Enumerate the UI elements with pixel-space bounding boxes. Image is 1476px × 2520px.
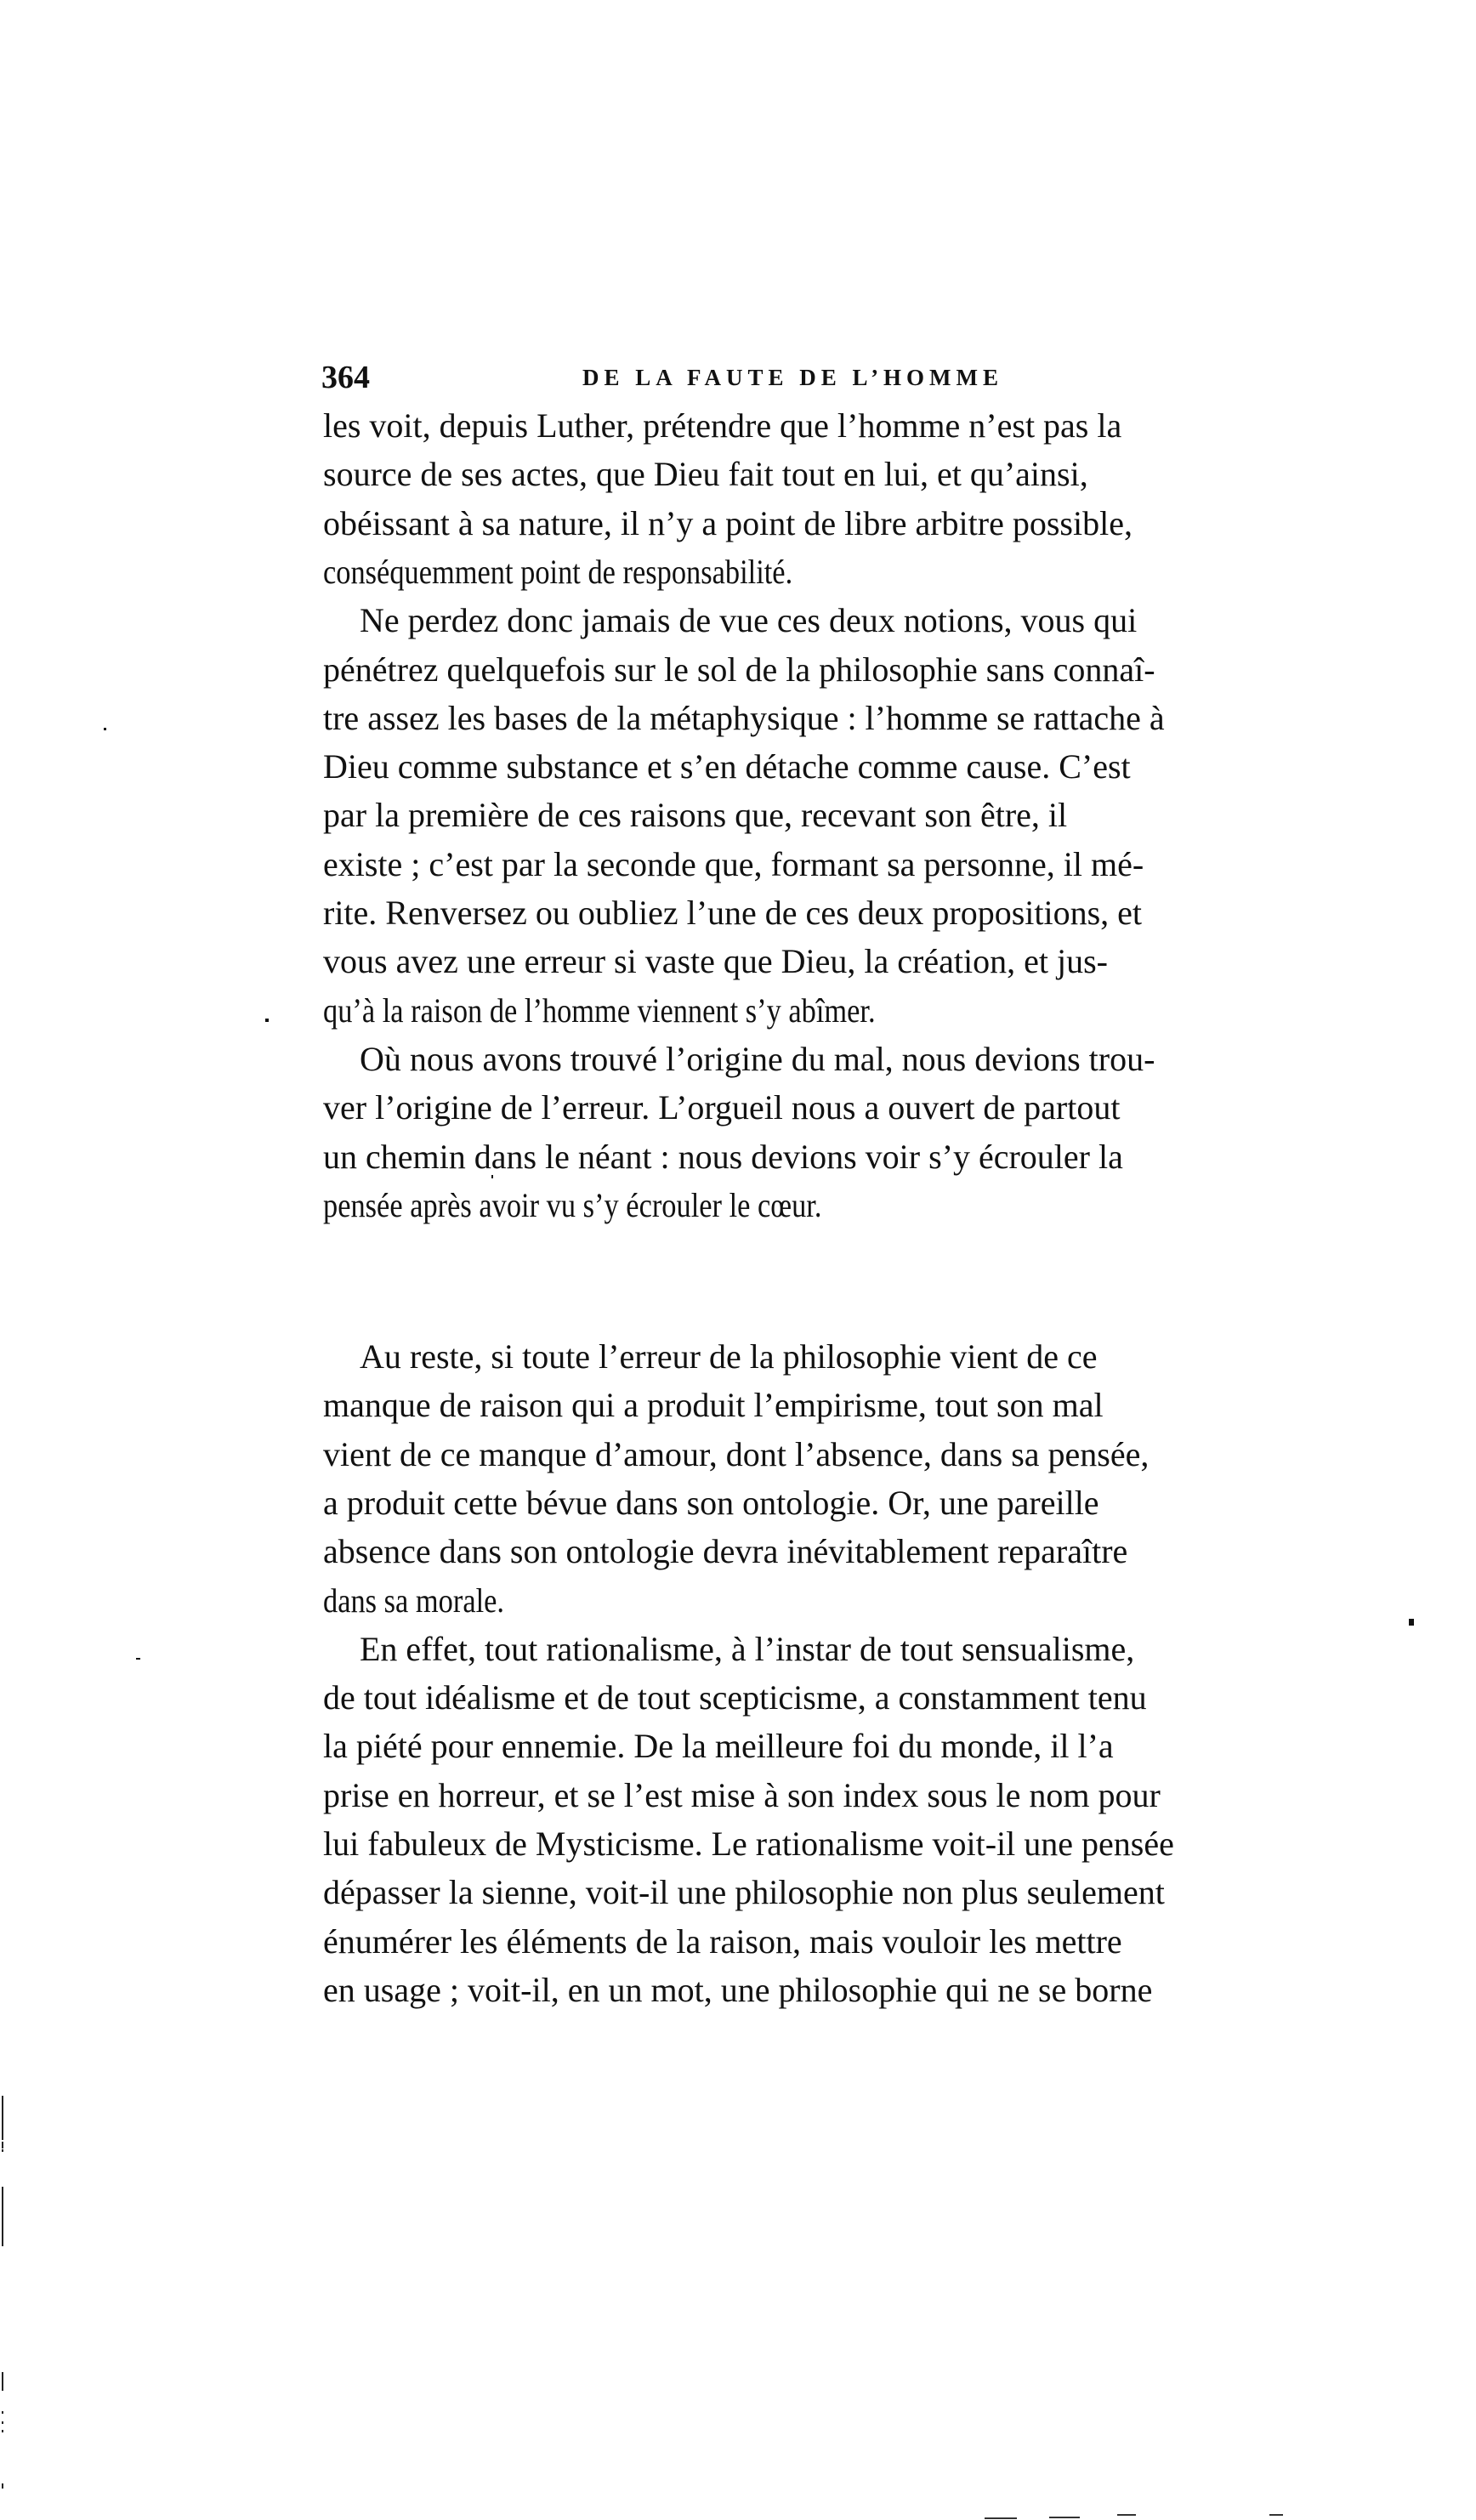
- text-line-content: ver l’origine de l’erreur. L’orgueil nous a ouvert de partout: [323, 1088, 1121, 1127]
- text-line-content: tre assez les bases de la métaphysique : l’homme se rattache à: [323, 698, 1165, 737]
- text-line-content: la piété pour ennemie. De la meilleure foi du monde, il l’a: [323, 1727, 1114, 1766]
- running-title: DE LA FAUTE DE L’HOMME: [582, 365, 1004, 390]
- scan-edge-line: [2, 2096, 3, 2140]
- scan-speck: [136, 1658, 140, 1660]
- text-line: [323, 1673, 1235, 1722]
- running-head: [321, 360, 1235, 394]
- text-line: [323, 548, 1235, 596]
- text-line-content: rite. Renversez ou oubliez l’une de ces deux propositions, et: [323, 894, 1143, 932]
- text-line: [323, 645, 1235, 694]
- scan-foot-dash: [1269, 2514, 1283, 2516]
- scan-foot-dash: [985, 2517, 1017, 2519]
- scan-edge-line: [2, 2430, 3, 2432]
- text-line: [323, 401, 1235, 450]
- scan-edge-line: [2, 2187, 3, 2246]
- text-line: [323, 1181, 1235, 1229]
- text-line: [323, 1132, 1235, 1181]
- scan-speck: [265, 1019, 269, 1022]
- text-line: [323, 937, 1235, 985]
- text-line-content: un chemin dans le néant : nous devions voir s’y écrouler la: [323, 1137, 1123, 1176]
- text-line: [323, 1430, 1235, 1479]
- text-line: [360, 1625, 1235, 1673]
- scan-speck: [491, 1175, 493, 1178]
- text-line: [323, 1917, 1235, 1966]
- text-line-content: qu’à la raison de l’homme viennent s’y abîmer.: [323, 990, 876, 1030]
- text-line-content: obéissant à sa nature, il n’y a point de libre arbitre possible,: [323, 503, 1133, 542]
- scan-foot-dash: [1117, 2514, 1136, 2516]
- text-line: [323, 1868, 1235, 1916]
- text-line: [323, 450, 1235, 498]
- text-line: [323, 1527, 1235, 1575]
- text-line: [323, 1479, 1235, 1527]
- text-line-content: pensée après avoir vu s’y écrouler le cœur.: [323, 1185, 822, 1224]
- text-line-content: manque de raison qui a produit l’empirisme, tout son mal: [323, 1386, 1104, 1425]
- text-line: [323, 1576, 1235, 1625]
- scan-edge-line: [2, 2149, 3, 2152]
- page-number: 364: [321, 360, 370, 395]
- text-line: [360, 1035, 1235, 1083]
- text-line-content: Dieu comme substance et s’en détache comme cause. C’est: [323, 747, 1131, 786]
- text-line-content: Où nous avons trouvé l’origine du mal, nous devions trou-: [360, 1039, 1155, 1078]
- scan-foot-dash: [1049, 2517, 1080, 2518]
- text-line: [323, 840, 1235, 888]
- scan-edge-line: [2, 2142, 3, 2148]
- text-line: [323, 1722, 1235, 1770]
- text-line-content: Au reste, si toute l’erreur de la philosophie vient de ce: [360, 1337, 1098, 1376]
- text-line-content: absence dans son ontologie devra inévitablement reparaître: [323, 1532, 1128, 1571]
- text-line-content: a produit cette bévue dans son ontologie. Or, une pareille: [323, 1483, 1099, 1522]
- text-line-content: vous avez une erreur si vaste que Dieu, la création, et jus-: [323, 942, 1108, 981]
- scan-edge-line: [2, 2372, 3, 2391]
- text-line: [323, 742, 1235, 791]
- text-line: [360, 1332, 1235, 1381]
- text-line-content: de tout idéalisme et de tout scepticisme, a constamment tenu: [323, 1678, 1147, 1717]
- text-line-content: En effet, tout rationalisme, à l’instar de tout sensualisme,: [360, 1629, 1135, 1668]
- text-line-content: conséquemment point de responsabilité.: [323, 552, 793, 591]
- text-line-content: en usage ; voit-il, en un mot, une philosophie qui ne se borne: [323, 1970, 1153, 2009]
- text-line-content: Ne perdez donc jamais de vue ces deux notions, vous qui: [360, 601, 1138, 640]
- text-line: [323, 1771, 1235, 1819]
- text-line: [323, 888, 1235, 937]
- text-line-content: source de ses actes, que Dieu fait tout en lui, et qu’ainsi,: [323, 455, 1088, 494]
- scan-edge-line: [2, 2421, 3, 2424]
- text-line-content: prise en horreur, et se l’est mise à son index sous le nom pour: [323, 1775, 1161, 1814]
- scan-edge-line: [2, 2483, 3, 2489]
- scan-speck: [1409, 1619, 1414, 1626]
- text-line-content: par la première de ces raisons que, recevant son être, il: [323, 796, 1068, 835]
- text-line-content: existe ; c’est par la seconde que, formant sa personne, il mé-: [323, 844, 1144, 883]
- text-line-content: vient de ce manque d’amour, dont l’absence, dans sa pensée,: [323, 1434, 1150, 1473]
- scan-edge-line: [2, 2411, 3, 2414]
- text-line: [323, 986, 1235, 1035]
- text-line: [323, 694, 1235, 742]
- text-line-content: pénétrez quelquefois sur le sol de la philosophie sans connaî-: [323, 650, 1155, 689]
- text-line-content: énumérer les éléments de la raison, mais vouloir les mettre: [323, 1921, 1122, 1961]
- text-line: [323, 1381, 1235, 1429]
- scan-speck: [104, 728, 106, 730]
- text-line-content: dépasser la sienne, voit-il une philosophie non plus seulement: [323, 1873, 1165, 1912]
- text-line: [323, 1819, 1235, 1868]
- text-line: [323, 1083, 1235, 1132]
- text-line-content: dans sa morale.: [323, 1581, 505, 1620]
- text-line: [323, 499, 1235, 548]
- text-line-content: les voit, depuis Luther, prétendre que l’homme n’est pas la: [323, 406, 1122, 445]
- text-line: [360, 596, 1235, 644]
- text-line-content: lui fabuleux de Mysticisme. Le rationalisme voit-il une pensée: [323, 1825, 1174, 1863]
- text-line: [323, 791, 1235, 839]
- text-line: [323, 1966, 1235, 2014]
